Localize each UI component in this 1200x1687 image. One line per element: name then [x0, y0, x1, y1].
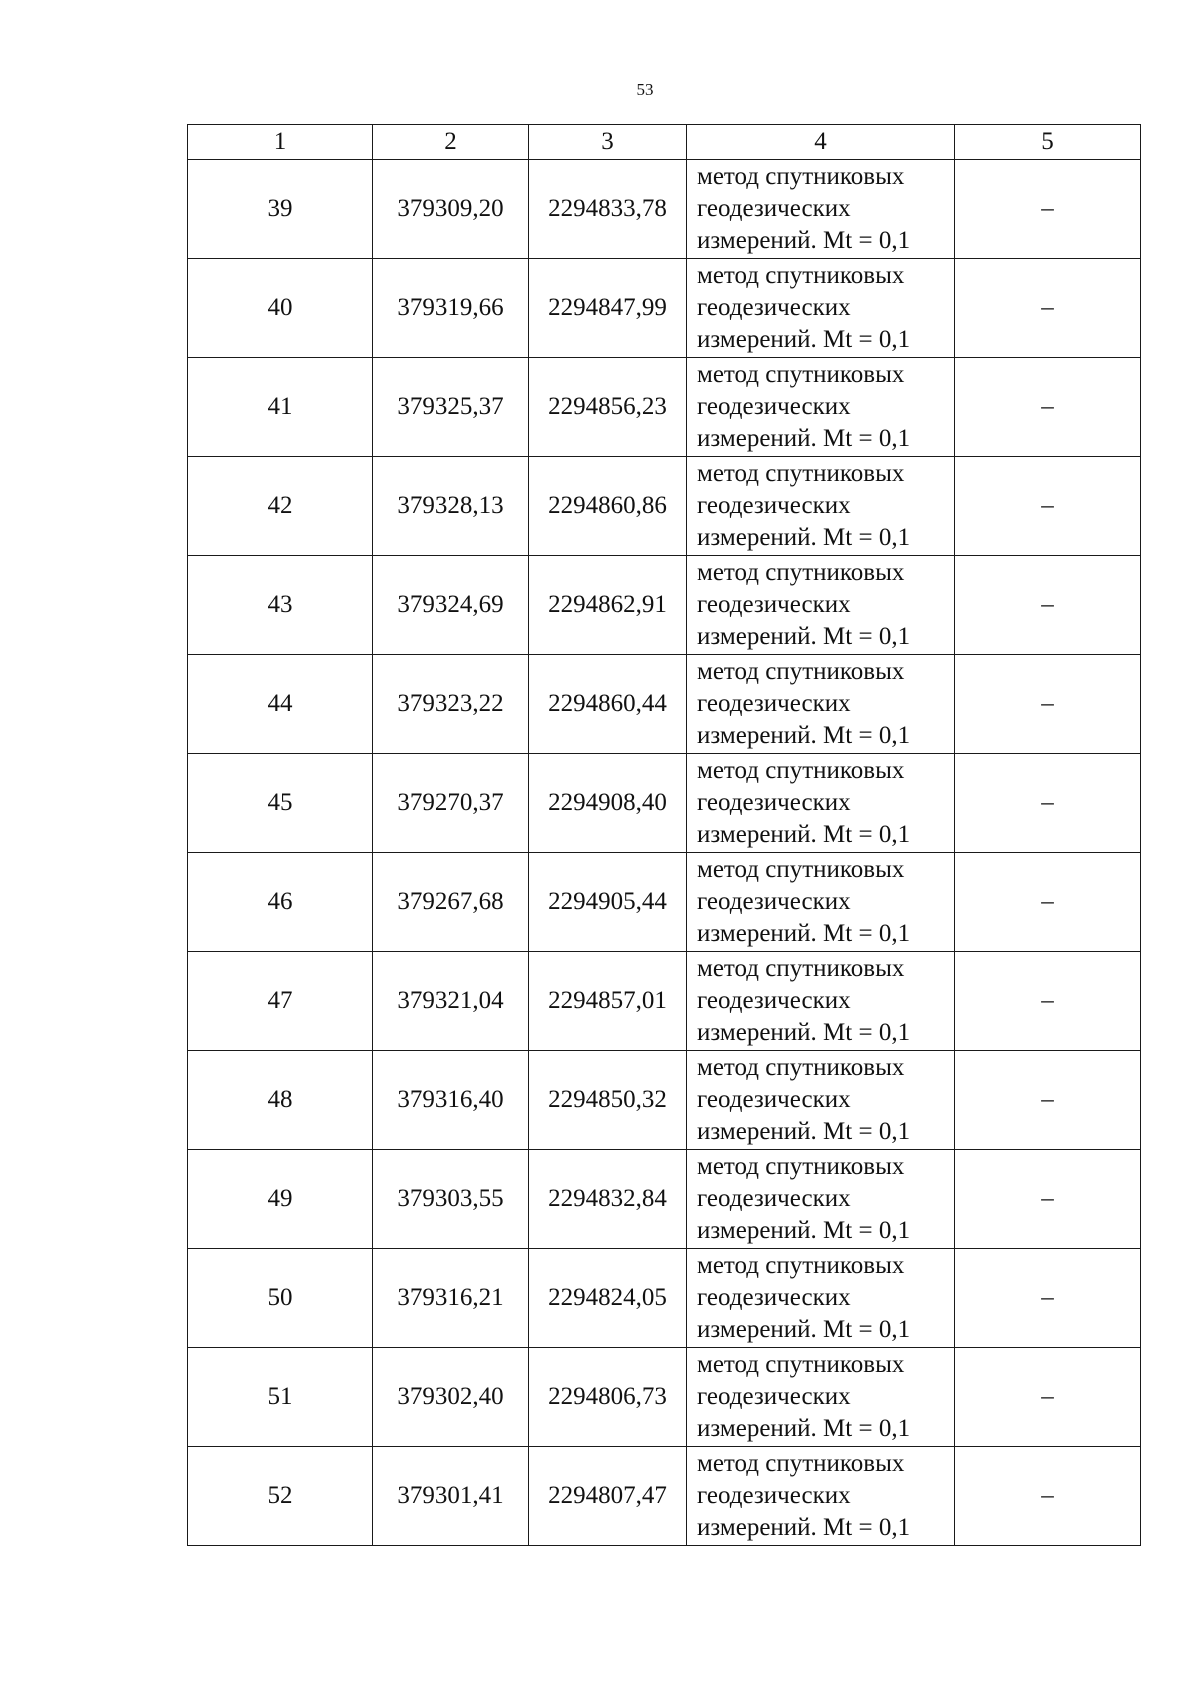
- point-number-cell: 50: [188, 1249, 373, 1348]
- point-number-cell: 43: [188, 556, 373, 655]
- method-text-line: геодезических: [697, 1185, 851, 1212]
- method-text-line: геодезических: [697, 789, 851, 816]
- method-text-line: метод спутниковых: [697, 757, 905, 784]
- note-cell: –: [955, 754, 1141, 853]
- point-number-cell: 51: [188, 1348, 373, 1447]
- x-coordinate-cell: 379270,37: [373, 754, 529, 853]
- table-row: [188, 457, 1141, 556]
- y-coordinate-cell: 2294807,47: [529, 1447, 687, 1546]
- method-text-line: измерений. Mt = 0,1: [697, 623, 911, 650]
- column-header-4: 4: [687, 125, 955, 160]
- x-coordinate-cell: 379319,66: [373, 259, 529, 358]
- method-text-line: измерений. Mt = 0,1: [697, 524, 911, 551]
- column-header-1: 1: [188, 125, 373, 160]
- point-number-cell: 40: [188, 259, 373, 358]
- column-header-2: 2: [373, 125, 529, 160]
- method-text-line: геодезических: [697, 1284, 851, 1311]
- method-text-line: геодезических: [697, 1383, 851, 1410]
- method-text-line: измерений. Mt = 0,1: [697, 1415, 911, 1442]
- method-text-line: измерений. Mt = 0,1: [697, 1514, 911, 1541]
- note-cell: –: [955, 952, 1141, 1051]
- column-header-5: 5: [955, 125, 1141, 160]
- y-coordinate-cell: 2294833,78: [529, 160, 687, 259]
- y-coordinate-cell: 2294806,73: [529, 1348, 687, 1447]
- x-coordinate-cell: 379267,68: [373, 853, 529, 952]
- method-text-line: измерений. Mt = 0,1: [697, 920, 911, 947]
- note-cell: –: [955, 358, 1141, 457]
- method-text-line: метод спутниковых: [697, 559, 905, 586]
- method-text-line: геодезических: [697, 591, 851, 618]
- method-text-line: геодезических: [697, 492, 851, 519]
- method-cell: [687, 853, 955, 952]
- method-cell: [687, 952, 955, 1051]
- method-text-line: измерений. Mt = 0,1: [697, 425, 911, 452]
- method-text-line: измерений. Mt = 0,1: [697, 1316, 911, 1343]
- table-row: [188, 259, 1141, 358]
- method-text-line: метод спутниковых: [697, 163, 905, 190]
- method-cell: [687, 259, 955, 358]
- y-coordinate-cell: 2294824,05: [529, 1249, 687, 1348]
- table-row: [188, 1249, 1141, 1348]
- method-text-line: метод спутниковых: [697, 460, 905, 487]
- x-coordinate-cell: 379301,41: [373, 1447, 529, 1546]
- x-coordinate-cell: 379302,40: [373, 1348, 529, 1447]
- method-text-line: метод спутниковых: [697, 955, 905, 982]
- x-coordinate-cell: 379309,20: [373, 160, 529, 259]
- method-text-line: геодезических: [697, 987, 851, 1014]
- table-row: [188, 853, 1141, 952]
- method-text-line: измерений. Mt = 0,1: [697, 1118, 911, 1145]
- y-coordinate-cell: 2294908,40: [529, 754, 687, 853]
- point-number-cell: 52: [188, 1447, 373, 1546]
- x-coordinate-cell: 379316,40: [373, 1051, 529, 1150]
- y-coordinate-cell: 2294857,01: [529, 952, 687, 1051]
- method-cell: [687, 1249, 955, 1348]
- method-cell: [687, 754, 955, 853]
- note-cell: –: [955, 1447, 1141, 1546]
- method-cell: [687, 1051, 955, 1150]
- x-coordinate-cell: 379328,13: [373, 457, 529, 556]
- note-cell: –: [955, 1249, 1141, 1348]
- note-cell: –: [955, 457, 1141, 556]
- method-cell: [687, 556, 955, 655]
- method-text-line: геодезических: [697, 393, 851, 420]
- method-text-line: метод спутниковых: [697, 1252, 905, 1279]
- table-row: [188, 556, 1141, 655]
- table-row: [188, 952, 1141, 1051]
- y-coordinate-cell: 2294905,44: [529, 853, 687, 952]
- x-coordinate-cell: 379324,69: [373, 556, 529, 655]
- note-cell: –: [955, 556, 1141, 655]
- method-cell: [687, 655, 955, 754]
- x-coordinate-cell: 379316,21: [373, 1249, 529, 1348]
- method-text-line: метод спутниковых: [697, 1351, 905, 1378]
- method-text-line: геодезических: [697, 195, 851, 222]
- method-text-line: метод спутниковых: [697, 1153, 905, 1180]
- y-coordinate-cell: 2294862,91: [529, 556, 687, 655]
- point-number-cell: 41: [188, 358, 373, 457]
- method-text-line: геодезических: [697, 1482, 851, 1509]
- x-coordinate-cell: 379303,55: [373, 1150, 529, 1249]
- method-text-line: геодезических: [697, 294, 851, 321]
- point-number-cell: 42: [188, 457, 373, 556]
- point-number-cell: 45: [188, 754, 373, 853]
- table-row: [188, 358, 1141, 457]
- table-body: [188, 160, 1141, 1546]
- method-cell: [687, 1447, 955, 1546]
- method-text-line: измерений. Mt = 0,1: [697, 821, 911, 848]
- note-cell: –: [955, 1150, 1141, 1249]
- method-text-line: метод спутниковых: [697, 1054, 905, 1081]
- method-text-line: метод спутниковых: [697, 361, 905, 388]
- y-coordinate-cell: 2294860,44: [529, 655, 687, 754]
- method-text-line: измерений. Mt = 0,1: [697, 326, 911, 353]
- method-cell: [687, 1348, 955, 1447]
- method-text-line: измерений. Mt = 0,1: [697, 1019, 911, 1046]
- coordinates-table: [187, 124, 1141, 1546]
- method-text-line: измерений. Mt = 0,1: [697, 722, 911, 749]
- method-text-line: измерений. Mt = 0,1: [697, 1217, 911, 1244]
- y-coordinate-cell: 2294860,86: [529, 457, 687, 556]
- point-number-cell: 49: [188, 1150, 373, 1249]
- note-cell: –: [955, 655, 1141, 754]
- method-text-line: измерений. Mt = 0,1: [697, 227, 911, 254]
- y-coordinate-cell: 2294856,23: [529, 358, 687, 457]
- table-row: [188, 1348, 1141, 1447]
- method-text-line: метод спутниковых: [697, 856, 905, 883]
- method-cell: [687, 160, 955, 259]
- x-coordinate-cell: 379323,22: [373, 655, 529, 754]
- y-coordinate-cell: 2294847,99: [529, 259, 687, 358]
- method-text-line: метод спутниковых: [697, 1450, 905, 1477]
- point-number-cell: 44: [188, 655, 373, 754]
- x-coordinate-cell: 379325,37: [373, 358, 529, 457]
- point-number-cell: 46: [188, 853, 373, 952]
- column-header-3: 3: [529, 125, 687, 160]
- table-row: [188, 1150, 1141, 1249]
- point-number-cell: 39: [188, 160, 373, 259]
- note-cell: –: [955, 853, 1141, 952]
- note-cell: –: [955, 259, 1141, 358]
- point-number-cell: 47: [188, 952, 373, 1051]
- method-cell: [687, 457, 955, 556]
- note-cell: –: [955, 1348, 1141, 1447]
- method-cell: [687, 358, 955, 457]
- method-text-line: метод спутниковых: [697, 658, 905, 685]
- table-row: [188, 1051, 1141, 1150]
- table-row: [188, 1447, 1141, 1546]
- note-cell: –: [955, 160, 1141, 259]
- point-number-cell: 48: [188, 1051, 373, 1150]
- table-row: [188, 655, 1141, 754]
- y-coordinate-cell: 2294850,32: [529, 1051, 687, 1150]
- method-text-line: метод спутниковых: [697, 262, 905, 289]
- method-text-line: геодезических: [697, 1086, 851, 1113]
- y-coordinate-cell: 2294832,84: [529, 1150, 687, 1249]
- page-number: 53: [636, 80, 654, 99]
- table-row: [188, 160, 1141, 259]
- method-cell: [687, 1150, 955, 1249]
- table-header-row: [188, 125, 1141, 160]
- method-text-line: геодезических: [697, 888, 851, 915]
- note-cell: –: [955, 1051, 1141, 1150]
- table-row: [188, 754, 1141, 853]
- method-text-line: геодезических: [697, 690, 851, 717]
- x-coordinate-cell: 379321,04: [373, 952, 529, 1051]
